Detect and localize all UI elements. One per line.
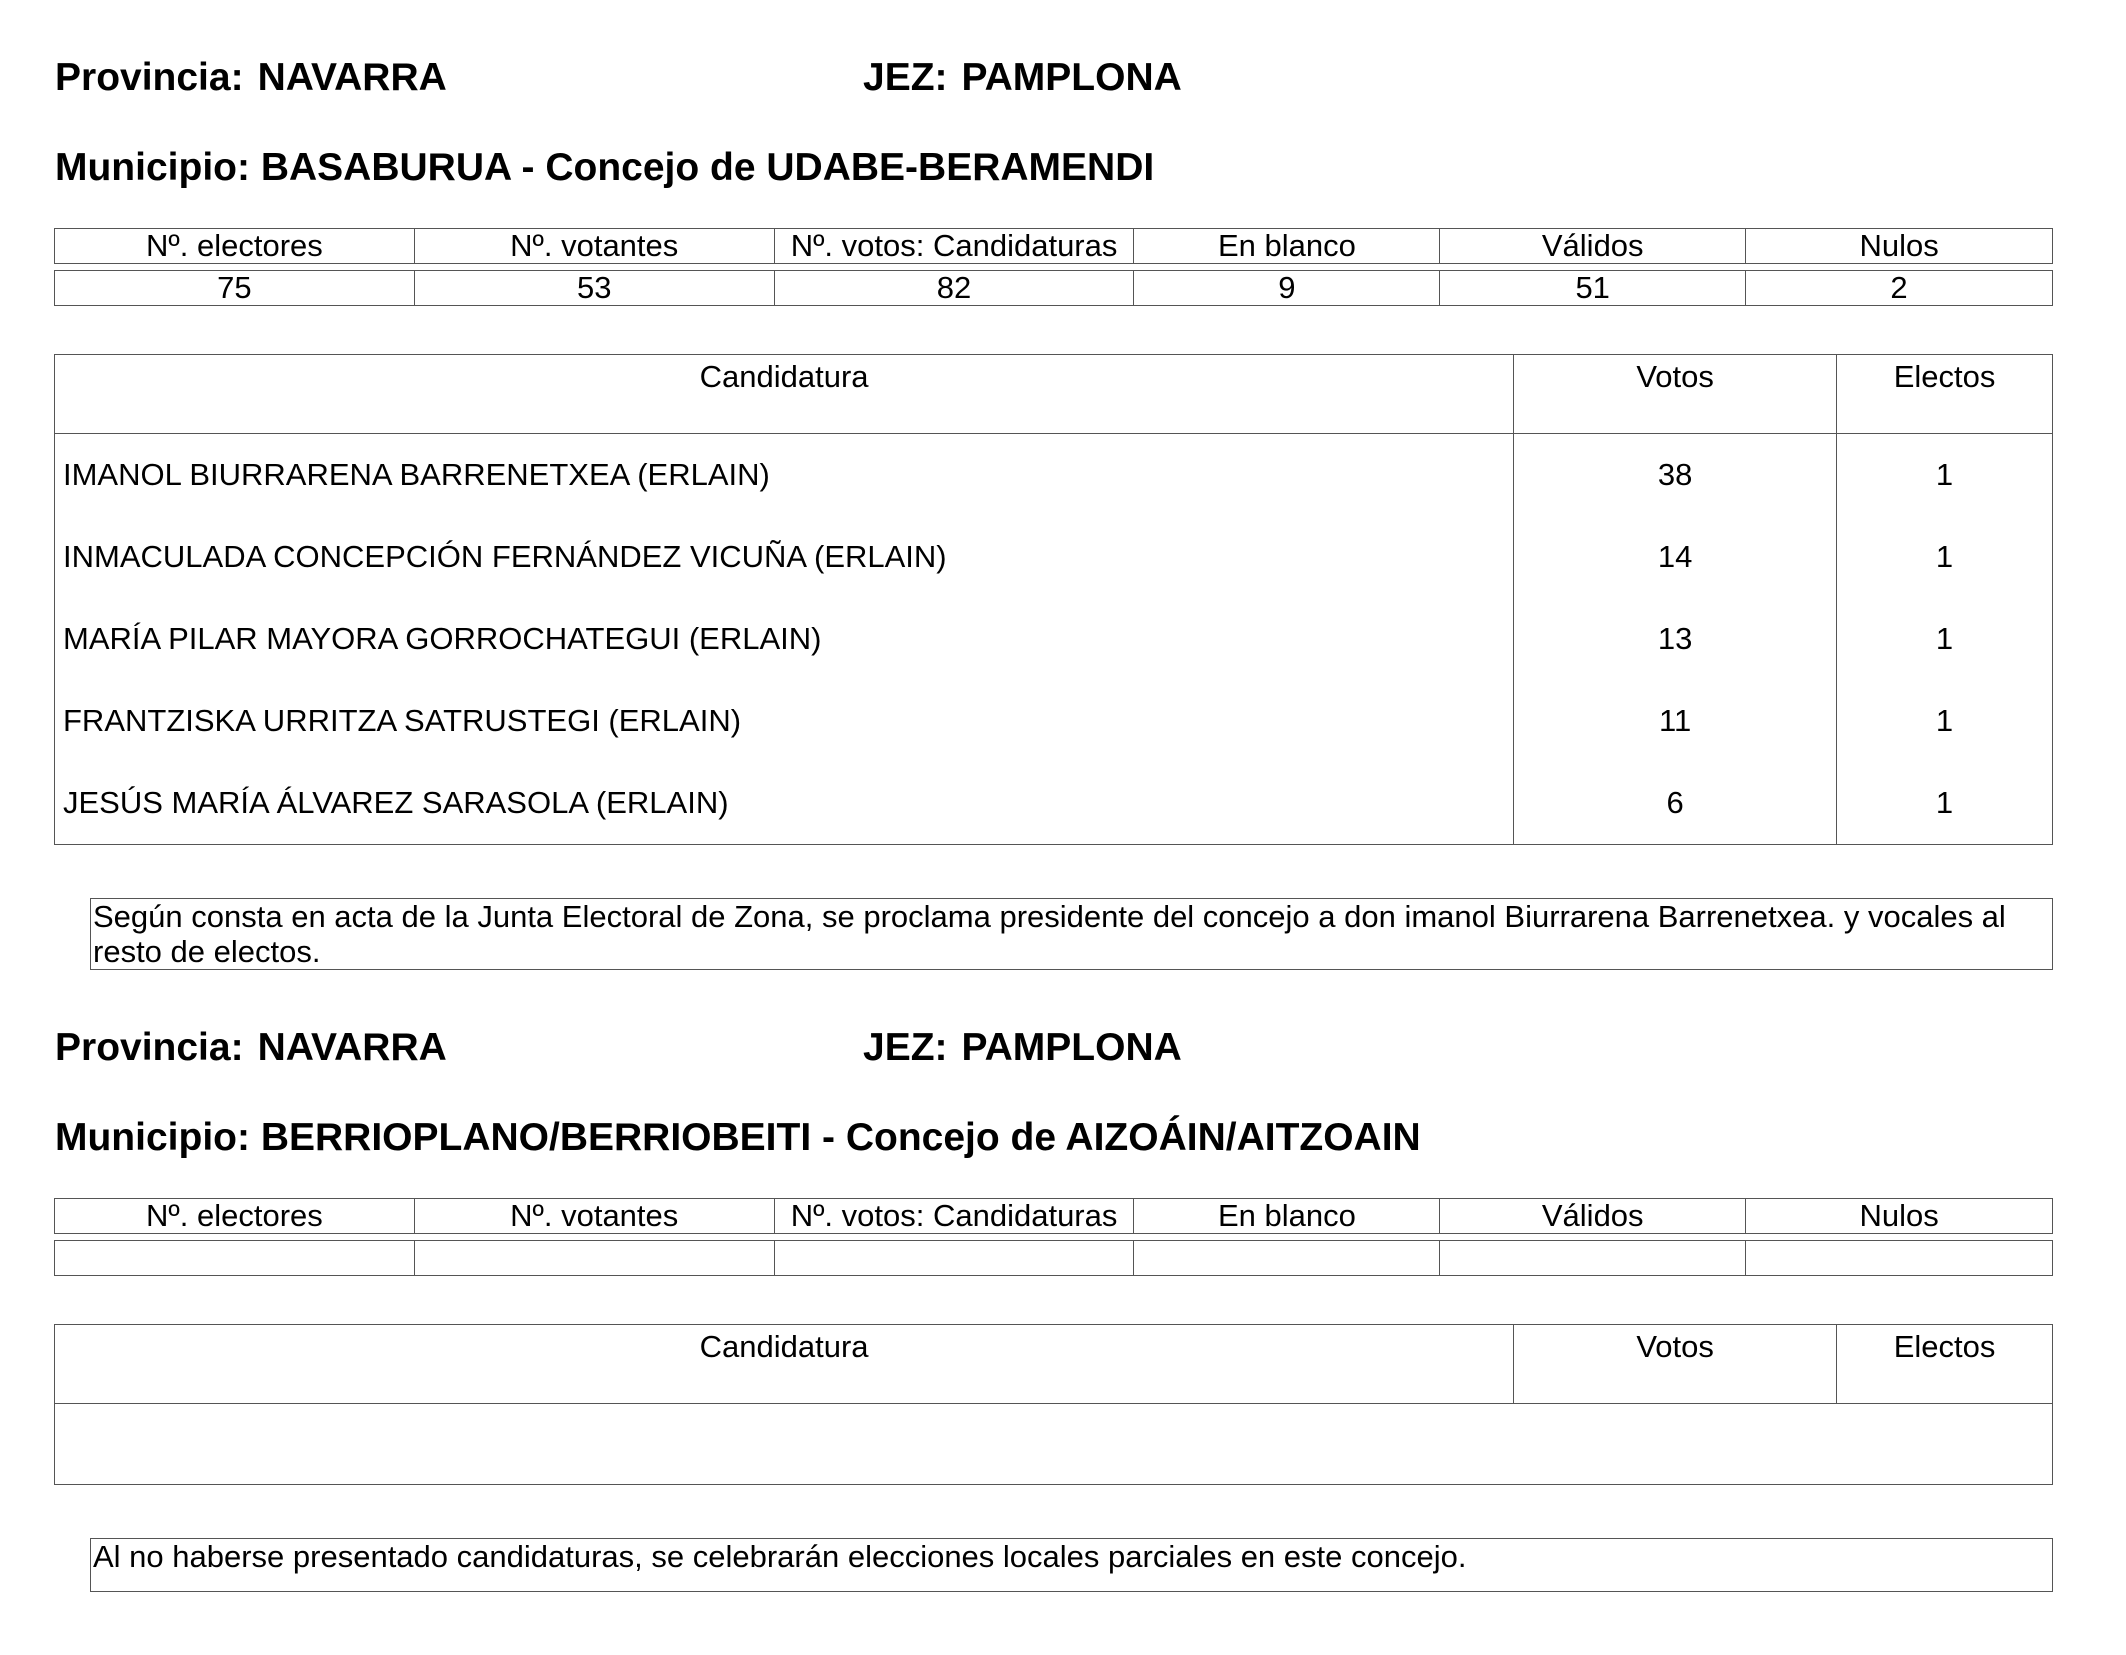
- table-row: [55, 434, 2053, 517]
- votos-header: Votos: [1514, 355, 1837, 434]
- summary-header: Válidos: [1440, 1199, 1746, 1234]
- candidate-name: FRANTZISKA URRITZA SATRUSTEGI (ERLAIN): [55, 680, 1514, 762]
- summary-value: [55, 1241, 415, 1276]
- empty-cell: [55, 1404, 2053, 1485]
- summary-header-row: [55, 229, 2053, 264]
- candidate-votos: 38: [1514, 434, 1837, 517]
- candidates-header-row: [55, 1325, 2053, 1404]
- candidates-header-row: [55, 355, 2053, 434]
- summary-header-row: [55, 1199, 2053, 1234]
- candidate-electos: 1: [1837, 598, 2053, 680]
- municipio-value: BASABURUA - Concejo de UDABE-BERAMENDI: [260, 146, 1155, 189]
- electos-header: Electos: [1837, 1325, 2053, 1404]
- empty-row: [55, 1404, 2053, 1485]
- jez-label: JEZ:: [863, 1026, 948, 1069]
- provincia-header: [55, 1028, 447, 1067]
- summary-table: [54, 1198, 2053, 1234]
- summary-value: [414, 1241, 774, 1276]
- summary-header: Nº. votantes: [414, 1199, 774, 1234]
- municipio-header: [55, 1118, 1421, 1157]
- candidate-electos: 1: [1837, 680, 2053, 762]
- election-note: Al no haberse presentado candidaturas, se celebrarán elecciones locales parciales en este concejo.: [90, 1538, 2053, 1592]
- candidate-votos: 11: [1514, 680, 1837, 762]
- summary-header: Nº. electores: [55, 229, 415, 264]
- candidate-votos: 13: [1514, 598, 1837, 680]
- jez-header: [863, 58, 1182, 97]
- candidate-electos: 1: [1837, 762, 2053, 845]
- table-row: [55, 516, 2053, 598]
- summary-header: Válidos: [1440, 229, 1746, 264]
- summary-values-table: [54, 270, 2053, 306]
- jez-label: JEZ:: [863, 56, 948, 99]
- summary-values-table: [54, 1240, 2053, 1276]
- candidates-table: [54, 354, 2053, 845]
- summary-header: Nº. votantes: [414, 229, 774, 264]
- provincia-value: NAVARRA: [257, 56, 447, 99]
- summary-value: [774, 1241, 1134, 1276]
- electos-header: Electos: [1837, 355, 2053, 434]
- summary-header: En blanco: [1134, 1199, 1440, 1234]
- summary-value: 51: [1440, 271, 1746, 306]
- summary-values-row: [55, 271, 2053, 306]
- candidate-name: JESÚS MARÍA ÁLVAREZ SARASOLA (ERLAIN): [55, 762, 1514, 845]
- provincia-value: NAVARRA: [257, 1026, 447, 1069]
- proclamation-note: Según consta en acta de la Junta Electoral de Zona, se proclama presidente del concejo a don imanol Biurrarena Barrenetxea. y vocales al resto de electos.: [90, 898, 2053, 970]
- summary-header: Nulos: [1746, 1199, 2053, 1234]
- votos-header: Votos: [1514, 1325, 1837, 1404]
- municipio-label: Municipio:: [55, 1116, 250, 1159]
- candidatura-header: Candidatura: [55, 1325, 1514, 1404]
- jez-value: PAMPLONA: [961, 1026, 1182, 1069]
- summary-value: 9: [1134, 271, 1440, 306]
- summary-header: Nº. electores: [55, 1199, 415, 1234]
- candidate-name: IMANOL BIURRARENA BARRENETXEA (ERLAIN): [55, 434, 1514, 517]
- summary-values-row: [55, 1241, 2053, 1276]
- candidate-electos: 1: [1837, 516, 2053, 598]
- summary-table: [54, 228, 2053, 264]
- candidate-name: MARÍA PILAR MAYORA GORROCHATEGUI (ERLAIN): [55, 598, 1514, 680]
- table-row: [55, 598, 2053, 680]
- candidate-name: INMACULADA CONCEPCIÓN FERNÁNDEZ VICUÑA (ERLAIN): [55, 516, 1514, 598]
- candidate-votos: 14: [1514, 516, 1837, 598]
- candidates-table: [54, 1324, 2053, 1485]
- summary-header: En blanco: [1134, 229, 1440, 264]
- municipio-header: [55, 148, 1154, 187]
- provincia-label: Provincia:: [55, 56, 244, 99]
- summary-header: Nº. votos: Candidaturas: [774, 1199, 1134, 1234]
- provincia-label: Provincia:: [55, 1026, 244, 1069]
- summary-value: 82: [774, 271, 1134, 306]
- summary-header: Nulos: [1746, 229, 2053, 264]
- summary-value: [1746, 1241, 2053, 1276]
- candidate-electos: 1: [1837, 434, 2053, 517]
- jez-value: PAMPLONA: [961, 56, 1182, 99]
- summary-value: 75: [55, 271, 415, 306]
- candidatura-header: Candidatura: [55, 355, 1514, 434]
- summary-header: Nº. votos: Candidaturas: [774, 229, 1134, 264]
- summary-value: 2: [1746, 271, 2053, 306]
- jez-header: [863, 1028, 1182, 1067]
- summary-value: [1134, 1241, 1440, 1276]
- table-row: [55, 680, 2053, 762]
- table-row: [55, 762, 2053, 845]
- summary-value: [1440, 1241, 1746, 1276]
- municipio-value: BERRIOPLANO/BERRIOBEITI - Concejo de AIZOÁIN/AITZOAIN: [260, 1116, 1421, 1159]
- candidate-votos: 6: [1514, 762, 1837, 845]
- summary-value: 53: [414, 271, 774, 306]
- municipio-label: Municipio:: [55, 146, 250, 189]
- provincia-header: [55, 58, 447, 97]
